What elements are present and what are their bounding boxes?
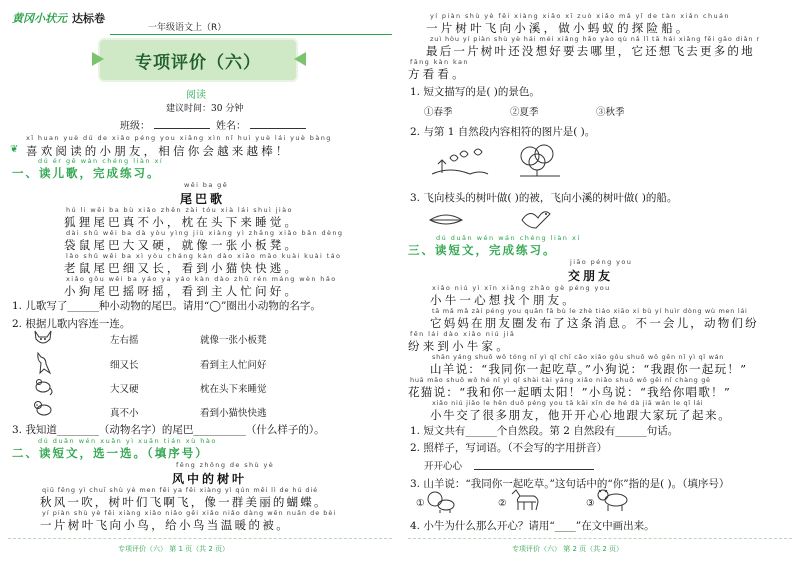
poem1-line-1-pinyin: hú li wěi ba bù xiǎo zhěn zài tóu xià lái shuì jiào (66, 206, 293, 214)
poem1-line-3: 老鼠尾巴细又长，看到小猫快快逃。 (64, 261, 300, 275)
story-title: 交朋友 (568, 269, 614, 283)
right-page (400, 0, 800, 568)
match-right-2: 看到主人忙问好 (200, 360, 267, 371)
poem2-title: 风中的树叶 (172, 472, 248, 486)
r-question-3: 3. 飞向枝头的树叶做( )的被，飞向小溪的树叶做( )的船。 (410, 192, 678, 204)
r-q1-option-2: ②夏季 (510, 107, 539, 118)
s-question-4: 4. 小牛为什么那么开心？请用“____”在文中画出来。 (410, 520, 655, 532)
page-footer: 专项评价（六） 第 1 页（共 2 页） (118, 545, 230, 553)
fox-icon (32, 327, 54, 349)
question-2: 2. 根据儿歌内容连一连。 (12, 318, 131, 330)
poem2-line-2-pinyin: yí piàn shù yè fēi xiàng xiǎo niǎo gěi xiǎo niǎo dàng wēn nuǎn de bèi (42, 509, 337, 517)
top-line-1: 一片树叶飞向小溪，做小蚂蚁的探险船。 (426, 21, 691, 35)
flying-leaves-picture (430, 146, 490, 178)
story-line-1-pinyin: xiǎo niú yì xīn xiǎng zhǎo gè péng you (432, 284, 611, 292)
s-q2-example: 开开心心 (424, 461, 463, 472)
story-line-3: 纷来到小牛家。 (408, 339, 511, 353)
r-question-1: 1. 短文描写的是( )的景色。 (410, 86, 540, 98)
section-2-heading: 二、读短文，选一选。（填序号） (12, 446, 209, 460)
s-question-1: 1. 短文共有______个自然段。第 2 自然段有______句话。 (410, 425, 679, 437)
poem1-title: 尾巴歌 (180, 192, 226, 206)
r-q1-option-3: ③秋季 (596, 107, 625, 118)
story-line-4-pinyin: shān yáng shuō wǒ tóng nǐ yì qǐ chī cǎo xiǎo gǒu shuō wǒ gēn nǐ yì qǐ wán (432, 353, 725, 361)
section-subtitle: 阅读 (186, 90, 206, 101)
match-left-1: 左右摇 (110, 335, 139, 346)
story-line-4: 山羊说：“我同你一起吃草。”小狗说：“我跟你一起玩！” (430, 362, 748, 376)
story-line-2: 它妈妈在朋友圈发布了这条消息。不一会儿，动物们纷 (430, 316, 759, 330)
story-line-3-pinyin: fēn lái dào xiǎo niú jiā (410, 330, 516, 338)
poem2-title-pinyin: fēng zhōng de shù yè (176, 461, 275, 469)
poem1-line-2-pinyin: dài shǔ wěi ba dà yòu yìng jiù xiàng yì zhāng xiǎo bǎn dèng (66, 229, 344, 237)
poem1-line-3-pinyin: lǎo shǔ wěi ba xì yòu cháng kàn dào xiǎo māo kuài kuài táo (66, 252, 342, 260)
s-q2-answer-field[interactable] (474, 469, 594, 470)
lion-icon (426, 490, 456, 514)
bird-picture (518, 206, 554, 232)
section-3-heading: 三、读短文，完成练习。 (408, 243, 557, 257)
question-1: 1. 儿歌写了______种小动物的尾巴。请用“◯”圈出小动物的名字。 (12, 300, 321, 312)
question-3: 3. 我知道________（动物名字）的尾巴__________（什么样子的）。 (12, 424, 325, 436)
poem1-line-4: 小狗尾巴摇呀摇，看到主人忙问好。 (64, 284, 300, 298)
match-right-1: 就像一张小板凳 (200, 335, 267, 346)
poem1-line-4-pinyin: xiǎo gǒu wěi ba yáo ya yáo kàn dào zhǔ rén máng wèn hǎo (66, 275, 337, 283)
story-title-pinyin: jiāo péng you (570, 258, 633, 266)
header-rule (110, 34, 392, 35)
story-line-2-pinyin: tā mǎ mǎ zài péng you quān fā bù le zhè tiáo xiāo xi bù yí huìr dòng wù men lái (432, 307, 748, 315)
subject-label: 一年级语文上（R） (148, 23, 227, 33)
poem2-line-2: 一片树叶飞向小鸟，给小鸟当温暖的被。 (40, 518, 291, 532)
page-footer: 专项评价（六） 第 2 页（共 2 页） (512, 545, 624, 553)
top-line-2: 最后一片树叶还没想好要去哪里，它还想飞去更多的地 (426, 44, 755, 58)
top-line-2-pinyin: zuì hòu yí piàn shù yè hái méi xiǎng hǎo yào qù nǎ lǐ tā hái xiǎng fēi gāo diǎn r (430, 35, 760, 43)
footer-divider (8, 538, 392, 539)
story-line-6-pinyin: xiǎo niú jiāo le hěn duō péng you tā kāi xīn de hé dà jiā wán le qǐ lái (432, 399, 704, 407)
story-line-5-pinyin: huā māo shuō wǒ hé nǐ yì qǐ shài tài yáng xiǎo niǎo shuō wǒ gěi nǐ chàng gē (410, 376, 711, 384)
poem2-line-1-pinyin: qiū fēng yì chuī shù yè men fēi ya fēi xiàng yì qún měi lì de hú dié (42, 486, 319, 494)
match-left-2: 细又长 (110, 360, 139, 371)
greeting-text: 喜欢阅读的小朋友，相信你会越来越棒！ (26, 144, 291, 158)
poem1-title-pinyin: wěi ba gē (184, 181, 229, 189)
section-1-heading: 一、读儿歌，完成练习。 (12, 166, 161, 180)
mouse-icon (32, 376, 54, 396)
top-line-1-pinyin: yí piàn shù yè fēi xiàng xiǎo xī zuò xiǎo mǎ yǐ de tàn xiǎn chuán (430, 12, 730, 20)
greeting-icon: ❦ (10, 144, 19, 155)
s-q3-option-3: ③ (586, 498, 595, 509)
r-question-2: 2. 与第 1 自然段内容相符的图片是( )。 (410, 126, 596, 138)
story-line-6: 小牛交了很多朋友，他开开心心地跟大家玩了起来。 (430, 408, 732, 422)
class-label: 班级： (120, 121, 150, 132)
story-line-1: 小牛一心想找个朋友。 (430, 293, 577, 307)
poem1-line-1: 狐狸尾巴真不小，枕在头下来睡觉。 (64, 215, 300, 229)
tree-picture (510, 144, 570, 178)
story-line-5: 花猫说：“我和你一起晒太阳！”小鸟说：“我给你唱歌！” (408, 385, 732, 399)
cow-icon (596, 486, 630, 512)
horse-icon (508, 488, 542, 512)
top-line-3: 方看看。 (408, 67, 467, 81)
dog-icon (32, 398, 54, 418)
match-right-3: 枕在头下来睡觉 (200, 384, 267, 395)
page-title: 专项评价（六） (135, 53, 261, 73)
poem2-line-1: 秋风一吹，树叶们飞啊飞，像一群美丽的蝴蝶。 (40, 495, 328, 509)
brand-logo: 黄冈小状元 (12, 12, 67, 25)
s-question-3: 3. 山羊说：“我同你一起吃草。”这句话中的“你”指的是( )。（填序号） (410, 478, 730, 490)
leaf-boat-picture (428, 208, 464, 230)
section-2-pinyin: dú duǎn wén xuǎn yì xuǎn tián xù hào (38, 437, 217, 445)
s-q3-option-1: ① (416, 498, 425, 509)
footer-divider (408, 538, 792, 539)
s-q3-option-2: ② (498, 498, 507, 509)
match-right-4: 看到小猫快快逃 (200, 408, 267, 419)
match-left-3: 大又硬 (110, 384, 139, 395)
greeting-pinyin: xǐ huan yuè dú de xiǎo péng you xiāng xìn nǐ huì yuè lái yuè bàng (26, 134, 332, 142)
s-question-2: 2. 照样子，写词语。（不会写的字用拼音） (410, 442, 608, 454)
poem1-line-2: 袋鼠尾巴大又硬，就像一张小板凳。 (64, 238, 300, 252)
name-field[interactable] (250, 128, 306, 129)
class-field[interactable] (154, 128, 210, 129)
kangaroo-icon (32, 351, 54, 375)
top-line-3-pinyin: fāng kàn kan (410, 58, 469, 66)
series-label: 达标卷 (72, 12, 105, 25)
match-left-4: 真不小 (110, 408, 139, 419)
name-label: 姓名： (216, 121, 246, 132)
time-note: 建议时间：30 分钟 (166, 104, 244, 114)
section-3-pinyin: dú duǎn wén wán chéng liàn xí (436, 234, 581, 242)
section-1-pinyin: dú ér gē wán chéng liàn xí (38, 157, 164, 165)
r-q1-option-1: ①春季 (424, 107, 453, 118)
